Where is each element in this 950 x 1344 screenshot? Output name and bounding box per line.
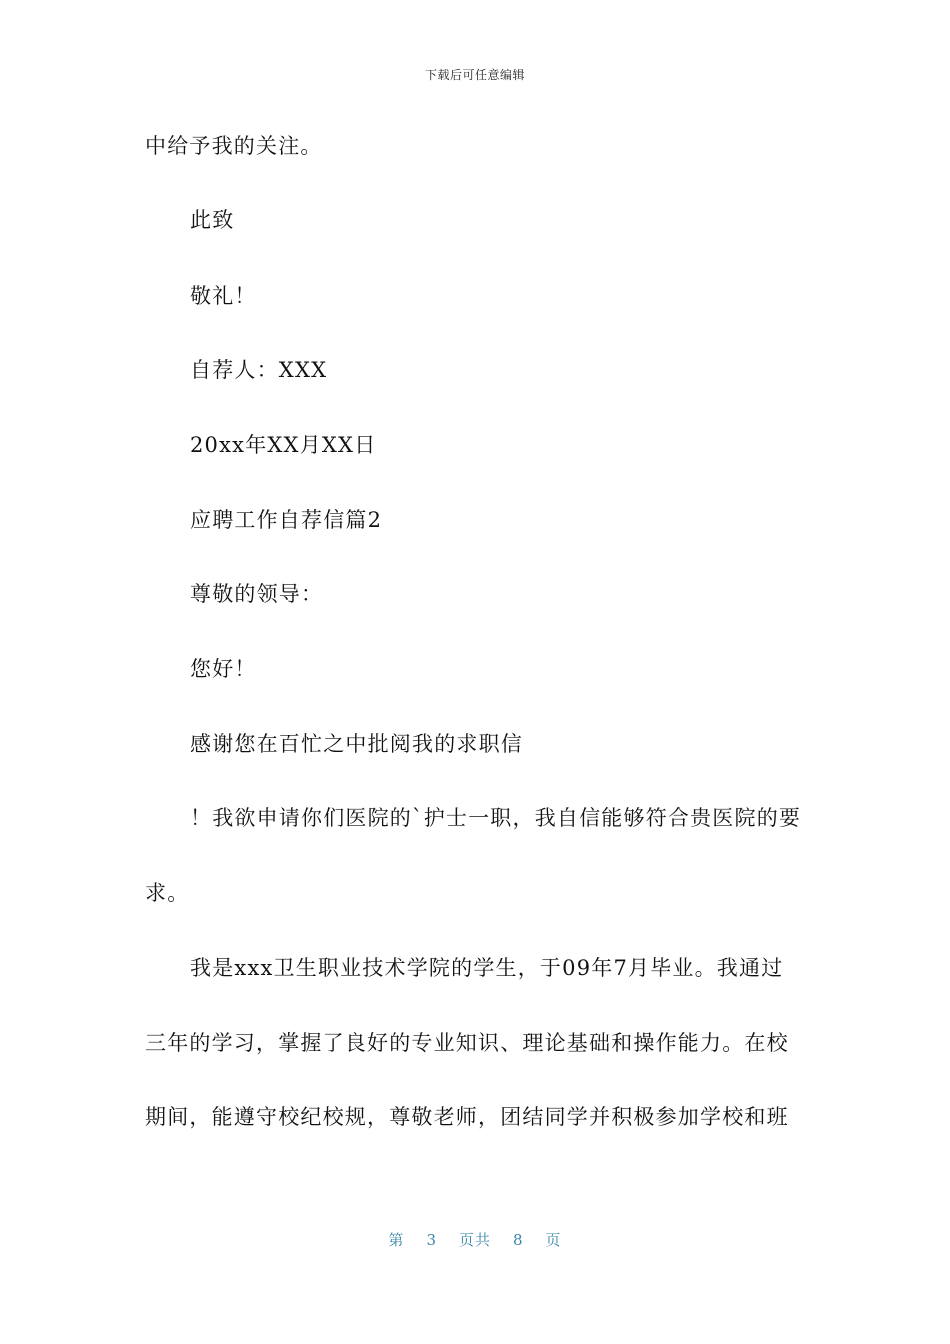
footer-page-number: 3 [426,1231,437,1249]
text-line: 您好！ [190,657,257,681]
footer-total-pages: 8 [513,1231,524,1249]
text-line: 三年的学习，掌握了良好的专业知识、理论基础和操作能力。在校 [145,1031,789,1055]
text-line: 感谢您在百忙之中批阅我的求职信 [190,732,523,756]
text-line: 我是xxx卫生职业技术学院的学生，于09年7月毕业。我通过 [190,956,784,980]
text-line: 求。 [145,881,190,905]
footer-prefix: 第 [388,1231,405,1249]
footer-suffix: 页 [545,1231,562,1249]
page-footer [0,1229,950,1250]
header-note: 下载后可任意编辑 [424,68,525,82]
text-line: 自荐人：XXX [190,358,328,382]
text-line: 应聘工作自荐信篇2 [190,508,383,532]
footer-middle: 页共 [458,1231,491,1249]
text-line: 20xx年XX月XX日 [190,433,377,457]
text-line: 中给予我的关注。 [145,134,323,158]
text-line: 尊敬的领导： [190,582,324,606]
text-line: 期间，能遵守校纪校规，尊敬老师，团结同学并积极参加学校和班 [145,1105,789,1129]
text-line: ！我欲申请你们医院的`护士一职，我自信能够符合贵医院的要 [190,806,802,830]
text-line: 敬礼！ [190,284,257,308]
text-line: 此致 [190,208,235,232]
